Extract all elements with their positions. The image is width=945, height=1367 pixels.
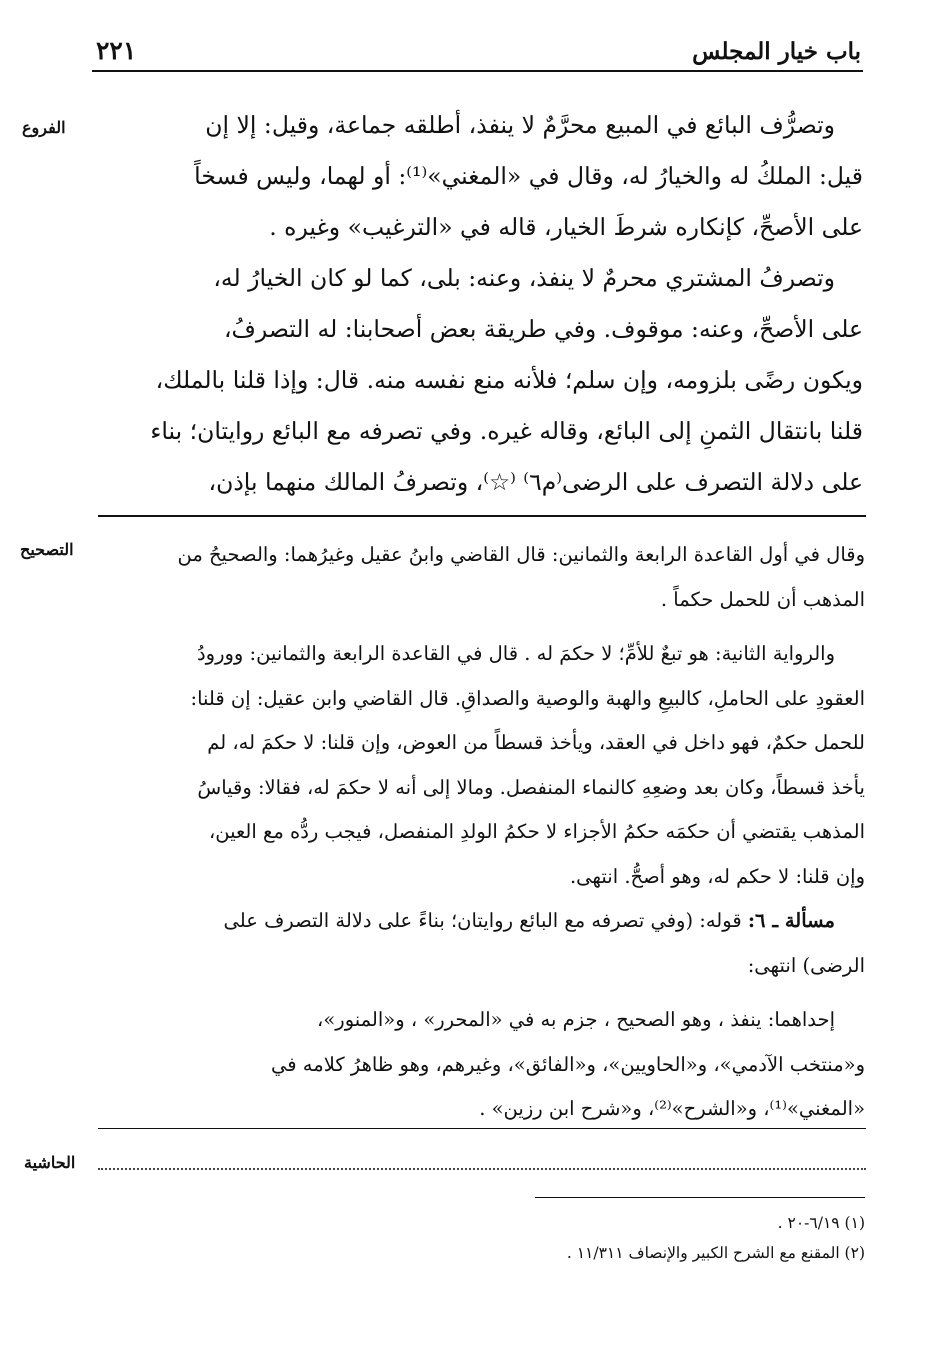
- main-text-divider: [98, 515, 866, 517]
- hashiya-dotted-line: [98, 1168, 866, 1170]
- tashih-line: العقودِ على الحاملِ، كالبيعِ والهبة والوصية والصداقِ. قال القاضي وابن عقيل: إن قلنا:: [190, 686, 865, 710]
- tashih-line: وقال في أول القاعدة الرابعة والثمانين: قال القاضي وابنُ عقيل وغيرُهما: والصحيحُ من: [177, 543, 865, 566]
- running-header: [92, 38, 863, 72]
- section-label-furu: الفروع: [22, 118, 66, 137]
- page-number: ٢٢١: [96, 36, 137, 65]
- section-label-tashih: التصحيح: [20, 540, 74, 559]
- tashih-line: قوله: (وفي تصرفه مع البائع روايتان؛ بناءً على دلالة التصرف على: [223, 909, 742, 932]
- main-line: قلنا بانتقال الثمنِ إلى البائع، وقاله غيره. وفي تصرفه مع البائع روايتان؛ بناء: [150, 417, 863, 445]
- tashih-line: يأخذ قسطاً، وكان بعد وضعِهِ كالنماء المنفصل. ومالا إلى أنه لا حكمَ له، فقالا: وقياسُ: [197, 775, 865, 799]
- masala-line: [95, 899, 865, 944]
- main-line: قيل: الملكُ له والخيارُ له، وقال في «المغني»⁽¹⁾: أو لهما، وليس فسخاً: [194, 162, 863, 190]
- footnote-divider: [535, 1197, 865, 1198]
- main-line: ويكون رضًى بلزومه، وإن سلم؛ فلأنه منع نفسه منه. قال: وإذا قلنا بالملك،: [155, 366, 863, 394]
- tashih-divider: [98, 1128, 866, 1129]
- tashih-line: و«منتخب الآدمي»، و«الحاويين»، و«الفائق»، وغيرهم، وهو ظاهرُ كلامه في: [271, 1052, 865, 1076]
- tashih-line: والرواية الثانية: هو تبعٌ للأمِّ؛ لا حكمَ له . قال في القاعدة الرابعة والثمانين: وورودُ: [197, 642, 835, 665]
- main-line: على الأصحِّ، وعنه: موقوف. وفي طريقة بعض أصحابنا: له التصرفُ،: [223, 315, 863, 343]
- tashih-line: وإن قلنا: لا حكم له، وهو أصحُّ. انتهى.: [569, 864, 865, 888]
- tashih-line: «المغني»⁽¹⁾، و«الشرح»⁽²⁾، و«شرح ابن رزين» .: [479, 1097, 865, 1120]
- tashih-line: للحمل حكمٌ، فهو داخل في العقد، ويأخذ قسطاً من العوض، وإن قلنا: لا حكمَ له، لم: [207, 731, 865, 754]
- footnote: (٢) المقنع مع الشرح الكبير والإنصاف ١١/٣١١ .: [566, 1244, 865, 1262]
- tashih-line: المذهب أن للحمل حكماً .: [660, 587, 865, 611]
- footnotes-block: [105, 1208, 865, 1268]
- main-line: على دلالة التصرف على الرضى⁽م٦⁾ ⁽☆⁾، وتصرفُ المالك منهما بإذن،: [208, 468, 863, 496]
- tashih-line: المذهب يقتضي أن حكمَه حكمُ الأجزاء لا حكمُ الولدِ المنفصل، فيجب ردُّه مع العين،: [208, 820, 865, 843]
- main-line: وتصرُّف البائع في المبيع محرَّمٌ لا ينفذ، أطلقه جماعة، وقيل: إلا إن: [205, 111, 835, 139]
- main-text-block: [108, 100, 863, 508]
- masala-label: مسألة ـ ٦:: [747, 909, 835, 932]
- chapter-title: باب خيار المجلس: [692, 38, 861, 65]
- section-label-hashiya: الحاشية: [24, 1153, 76, 1172]
- main-line: على الأصحِّ، كإنكاره شرطَ الخيار، قاله في «الترغيب» وغيره .: [269, 213, 863, 241]
- tashih-line: الرضى) انتهى:: [747, 953, 865, 977]
- tashih-line: إحداهما: ينفذ ، وهو الصحيح ، جزم به في «المحرر» ، و«المنور»،: [317, 1008, 835, 1031]
- tashih-text-block: [95, 533, 865, 1132]
- footnote: (١) ٦/١٩-٢٠ .: [777, 1214, 865, 1232]
- main-line: وتصرفُ المشتري محرمٌ لا ينفذ، وعنه: بلى، كما لو كان الخيارُ له،: [213, 264, 835, 292]
